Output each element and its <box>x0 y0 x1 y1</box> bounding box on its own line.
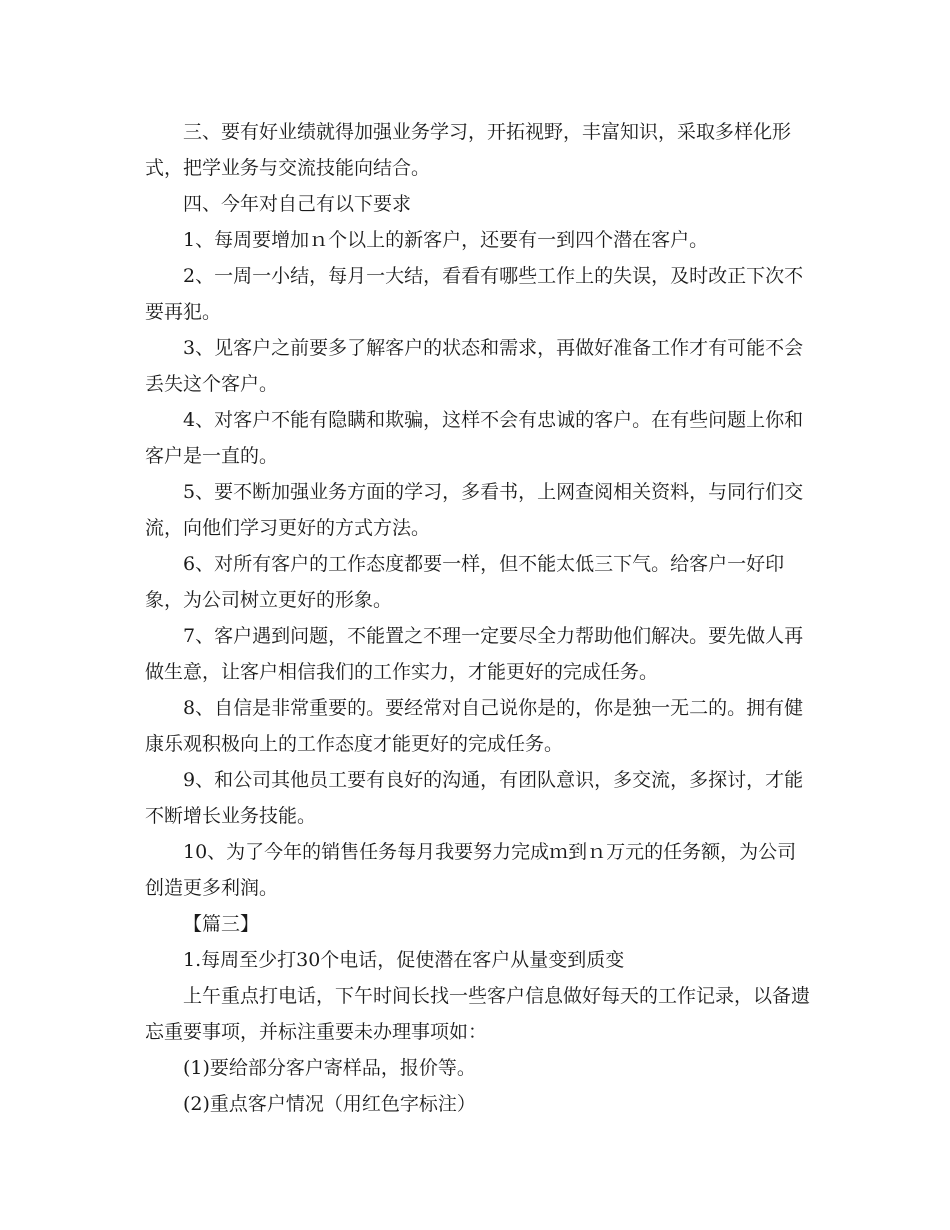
paragraph-item-2: 2、一周一小结，每月一大结，看看有哪些工作上的失误，及时改正下次不要再犯。 <box>145 265 804 323</box>
paragraph-subitem-1: (1)要给部分客户寄样品，报价等。 <box>183 1057 476 1079</box>
paragraph-item-5: 5、要不断加强业务方面的学习，多看书，上网查阅相关资料，与同行们交流，向他们学习更好的方式方法。 <box>145 481 804 539</box>
paragraph-weekly-calls: 1.每周至少打30个电话，促使潜在客户从量变到质变 <box>183 949 625 971</box>
document-body <box>145 114 815 1122</box>
paragraph-section-three: 三、要有好业绩就得加强业务学习，开拓视野，丰富知识，采取多样化形式，把学业务与交流技能向结合。 <box>145 121 792 179</box>
paragraph-item-10: 10、为了今年的销售任务每月我要努力完成ｍ到ｎ万元的任务额，为公司创造更多利润。 <box>145 841 797 899</box>
paragraph-item-6: 6、对所有客户的工作态度都要一样，但不能太低三下气。给客户一好印象，为公司树立更好的形象。 <box>145 553 785 611</box>
paragraph-item-7: 7、客户遇到问题，不能置之不理一定要尽全力帮助他们解决。要先做人再做生意，让客户相信我们的工作实力，才能更好的完成任务。 <box>145 625 804 683</box>
paragraph-daily-routine: 上午重点打电话，下午时间长找一些客户信息做好每天的工作记录，以备遗忘重要事项，并标注重要未办理事项如： <box>145 985 811 1043</box>
paragraph-item-3: 3、见客户之前要多了解客户的状态和需求，再做好准备工作才有可能不会丢失这个客户。 <box>145 337 804 395</box>
paragraph-item-1: 1、每周要增加ｎ个以上的新客户，还要有一到四个潜在客户。 <box>183 229 709 251</box>
paragraph-section-four-heading: 四、今年对自己有以下要求 <box>183 193 412 215</box>
paragraph-item-8: 8、自信是非常重要的。要经常对自己说你是的，你是独一无二的。拥有健康乐观积极向上的工作态度才能更好的完成任务。 <box>145 697 804 755</box>
paragraph-item-9: 9、和公司其他员工要有良好的沟通，有团队意识，多交流，多探讨，才能不断增长业务技能。 <box>145 769 804 827</box>
paragraph-item-4: 4、对客户不能有隐瞒和欺骗，这样不会有忠诚的客户。在有些问题上你和客户是一直的。 <box>145 409 804 467</box>
section-heading-part-three: 【篇三】 <box>183 913 260 935</box>
paragraph-subitem-2: (2)重点客户情况（用红色字标注） <box>183 1093 476 1115</box>
